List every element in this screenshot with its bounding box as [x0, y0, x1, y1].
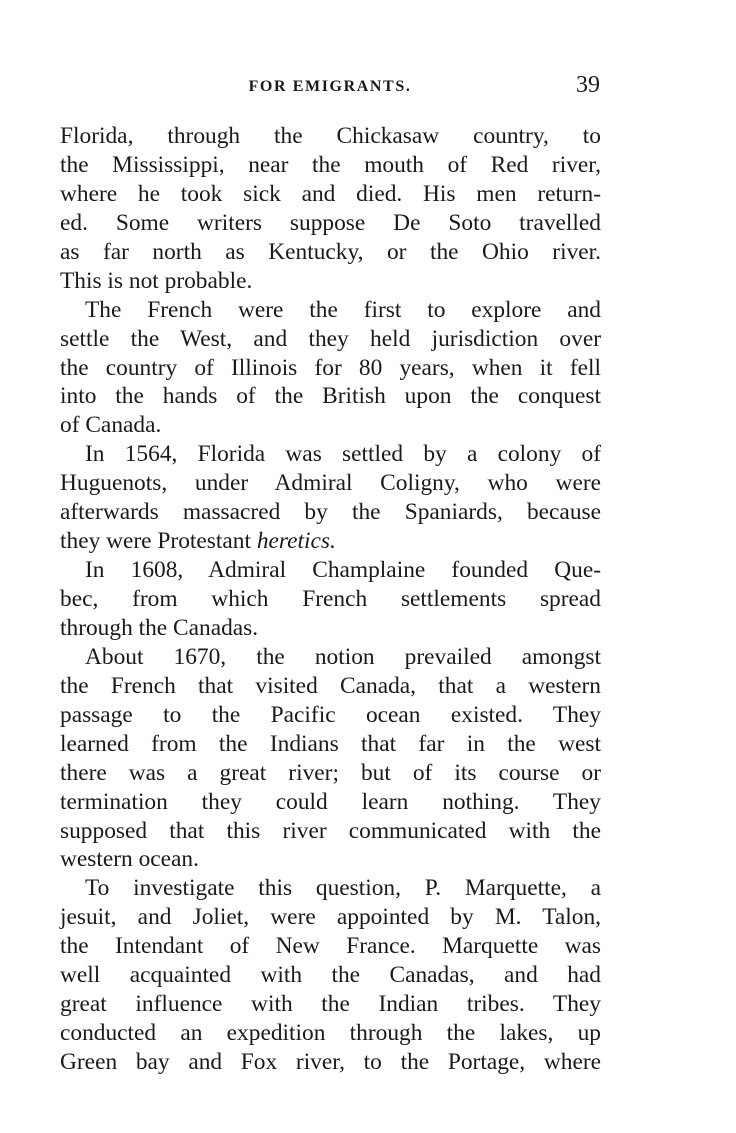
body-text [60, 122, 601, 1077]
text-line: This is not probable. [60, 267, 253, 294]
text-line: as far north as Kentucky, or the Ohio river. [60, 238, 601, 265]
text-line: About 1670, the notion prevailed amongst [85, 643, 601, 670]
text-line: of Canada. [60, 412, 162, 439]
paragraph [60, 122, 601, 296]
text-line: To investigate this question, P. Marquette, a [85, 875, 601, 902]
text-fragment: they were Protestant [60, 528, 257, 555]
text-line: afterwards massacred by the Spaniards, because [60, 499, 601, 526]
paragraph [60, 556, 601, 643]
text-line: bec, from which French settlements spread [60, 586, 601, 612]
text-line: passage to the Pacific ocean existed. They [60, 701, 601, 728]
paragraph [60, 643, 601, 875]
text-line: Huguenots, under Admiral Coligny, who were [60, 470, 601, 497]
text-line: great influence with the Indian tribes. They [60, 991, 601, 1018]
text-line: Florida, through the Chickasaw country, to [60, 123, 601, 149]
text-line: the country of Illinois for 80 years, when it fell [60, 354, 601, 381]
text-line: where he took sick and died. His men return- [60, 180, 601, 207]
text-line: through the Canadas. [60, 614, 259, 641]
text-line: In 1564, Florida was settled by a colony of [85, 441, 601, 468]
running-title: FOR EMIGRANTS. [248, 78, 412, 95]
paragraph [60, 296, 601, 441]
text-line: jesuit, and Joliet, were appointed by M. Talon, [60, 904, 601, 931]
italic-word: heretics. [256, 528, 336, 555]
text-line: settle the West, and they held jurisdiction over [60, 325, 601, 352]
text-line: the French that visited Canada, that a western [60, 672, 601, 699]
text-line: the Mississippi, near the mouth of Red river, [60, 151, 601, 178]
text-line: western ocean. [60, 846, 199, 873]
running-head [60, 72, 600, 102]
text-line: into the hands of the British upon the conquest [60, 383, 601, 410]
text-line: conducted an expedition through the lakes, up [60, 1020, 601, 1047]
paragraph [60, 874, 601, 1077]
text-line: ed. Some writers suppose De Soto travelled [60, 209, 601, 236]
paragraph [60, 440, 601, 556]
text-line: supposed that this river communicated with the [60, 817, 601, 844]
text-line: The French were the first to explore and [85, 296, 601, 323]
text-line: In 1608, Admiral Champlaine founded Que- [85, 557, 601, 584]
text-line: the Intendant of New France. Marquette was [60, 933, 601, 960]
text-line: there was a great river; but of its course or [60, 759, 601, 786]
text-line [60, 527, 601, 556]
page-number: 39 [576, 72, 600, 98]
text-line: well acquainted with the Canadas, and had [60, 962, 601, 989]
text-line: learned from the Indians that far in the west [60, 730, 601, 757]
text-line: termination they could learn nothing. They [60, 788, 601, 815]
text-line: Green bay and Fox river, to the Portage, where [60, 1049, 601, 1075]
